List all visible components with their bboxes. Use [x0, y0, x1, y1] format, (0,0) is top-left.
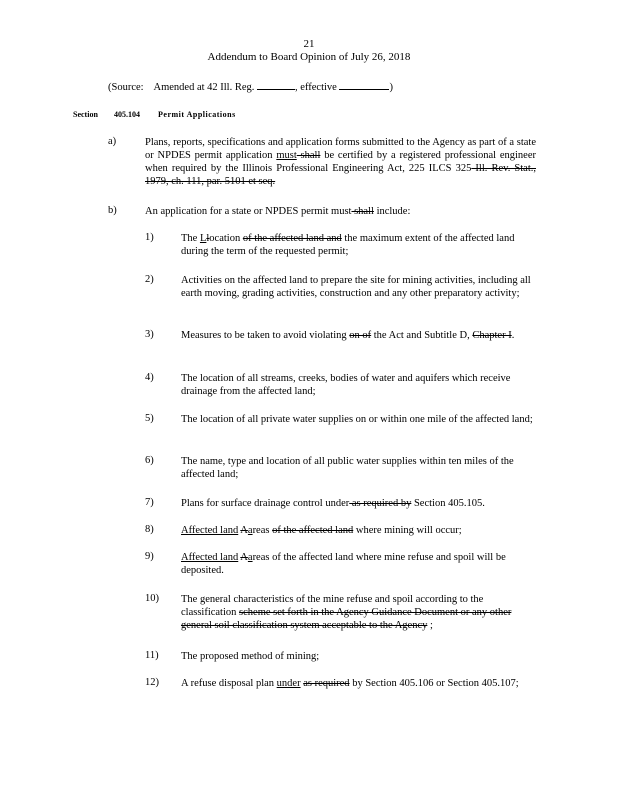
struck-deletion: A	[240, 525, 248, 536]
item-text-run: The general characteristics of the mine refuse and spoil according to the classification	[181, 594, 484, 618]
section-title: Permit Applications	[158, 110, 236, 119]
item-number: 10)	[145, 593, 159, 604]
item-text-run: the Act and Subtitle D	[371, 330, 468, 341]
source-suffix: )	[389, 82, 393, 93]
item-text	[181, 455, 536, 481]
item-text-run: The name, type and location of all public water supplies within ten miles of the affected land;	[181, 456, 514, 480]
struck-deletion: of the affected land and	[242, 233, 342, 244]
para-a-text-1: Plans, reports, specifications and application forms submitted to the Agency as part of a state or NPDES permit application	[145, 137, 536, 161]
item-number: 5)	[145, 413, 154, 424]
item-text-run: where mining will occur;	[353, 525, 462, 536]
item-text	[181, 372, 536, 398]
item-text-run: the maximum extent of the affected land during the term of the requested permit;	[181, 233, 515, 257]
para-a-marker: a)	[108, 136, 117, 147]
item-text-run: A refuse disposal plan	[181, 678, 277, 689]
effective-date-blank	[339, 80, 389, 90]
para-b-strike-shall: shall	[351, 206, 374, 217]
para-b-marker: b)	[108, 205, 117, 216]
item-text	[181, 232, 536, 258]
item-text-run: Measures to be taken to avoid violating	[181, 330, 350, 341]
source-note	[108, 80, 393, 93]
struck-deletion: of the affected land	[272, 525, 354, 536]
para-a-underline-must: must	[276, 150, 297, 161]
register-blank	[257, 80, 295, 90]
item-number: 2)	[145, 274, 154, 285]
para-b-text-1: An application for a state or NPDES permit must	[145, 206, 352, 217]
item-text	[181, 551, 536, 577]
item-number: 6)	[145, 455, 154, 466]
underlined-insertion: under	[276, 678, 301, 689]
underlined-insertion: L	[199, 233, 207, 244]
item-number: 7)	[145, 497, 154, 508]
item-text-run: The location of all streams, creeks, bodies of water and aquifers which receive drainage from the affected land;	[181, 373, 511, 397]
item-text-run: reas	[252, 525, 273, 536]
item-number: 12)	[145, 677, 159, 688]
item-number: 1)	[145, 232, 154, 243]
item-text	[181, 413, 536, 426]
page-number: 21	[303, 38, 315, 50]
underlined-insertion: a	[247, 525, 253, 536]
para-a-strike-citation: Ill. Rev. Stat., 1979, ch. 111, par. 5101 et seq.	[145, 163, 536, 187]
para-a-text	[145, 136, 536, 188]
struck-deletion: as required	[303, 678, 350, 689]
section-label: Section	[73, 110, 98, 119]
item-text	[181, 497, 536, 510]
underlined-insertion: a	[247, 552, 253, 563]
struck-deletion: as required by	[349, 498, 412, 509]
item-text	[181, 677, 536, 690]
underlined-insertion: Affected land	[181, 525, 239, 536]
item-number: 4)	[145, 372, 154, 383]
item-text-run: The	[181, 233, 200, 244]
para-a-strike-shall: shall	[296, 150, 321, 161]
item-text-run: The location of all private water supplies on or within one mile of the affected land;	[181, 414, 533, 425]
section-number: 405.104	[114, 110, 140, 119]
item-text-run: Plans for surface drainage control under	[181, 498, 350, 509]
source-prefix: (Source:	[108, 82, 144, 93]
item-text	[181, 329, 536, 342]
struck-deletion: on of	[349, 330, 372, 341]
item-text-run: by Section 405.106 or Section 405.107;	[349, 678, 519, 689]
item-text-run: reas of the affected land where mine refuse and spoil will be deposited.	[181, 552, 506, 576]
item-text-run: The proposed method of mining;	[181, 651, 320, 662]
item-number: 9)	[145, 551, 154, 562]
struck-deletion: Chapter I	[472, 330, 512, 341]
para-b-text	[145, 205, 536, 218]
source-amended: Amended at 42 Ill. Reg.	[153, 82, 255, 93]
item-number: 11)	[145, 650, 159, 661]
item-text	[181, 524, 536, 537]
item-number: 3)	[145, 329, 154, 340]
document-title: Addendum to Board Opinion of July 26, 2018	[207, 51, 411, 63]
para-b-text-2: include:	[373, 206, 411, 217]
source-effective: , effective	[295, 82, 337, 93]
item-text-run: .	[511, 330, 515, 341]
item-text-run: Activities on the affected land to prepare the site for mining activities, including all earth moving, grading activities, construction and any other preparatory activity;	[181, 275, 531, 299]
item-text-run: ;	[427, 620, 433, 631]
item-text-run: ocation	[209, 233, 243, 244]
para-a-text-2: be certified by a registered professional engineer when required by the Illinois Professional Engineering Act, 225 ILCS 325	[145, 150, 536, 174]
item-text-run: ,	[467, 330, 473, 341]
item-number: 8)	[145, 524, 154, 535]
underlined-insertion: Affected land	[181, 552, 239, 563]
item-text	[181, 650, 536, 663]
item-text	[181, 274, 536, 300]
struck-deletion: scheme set forth in the Agency Guidance Document or any other general soil classification system acceptable to the Agency	[181, 607, 512, 631]
struck-deletion: A	[240, 552, 248, 563]
item-text	[181, 593, 536, 632]
item-text-run: Section 405.105.	[411, 498, 485, 509]
struck-deletion: l	[206, 233, 210, 244]
